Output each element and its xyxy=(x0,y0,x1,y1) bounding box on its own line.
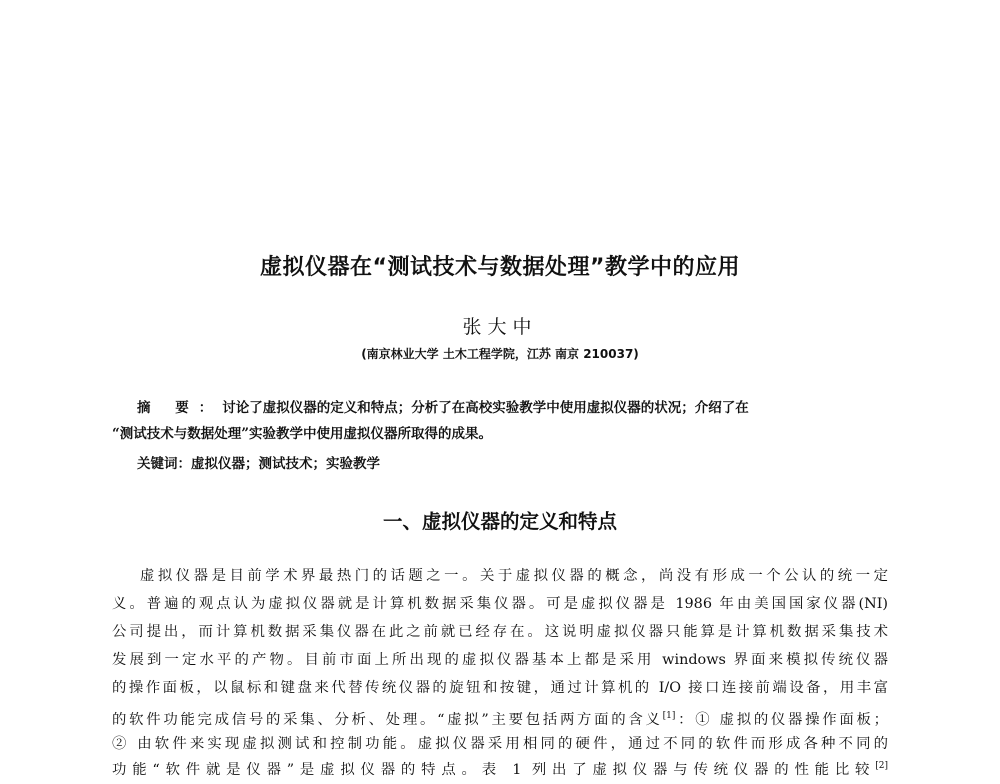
paper-title: 虚拟仪器在“测试技术与数据处理”教学中的应用 xyxy=(260,255,740,280)
citation-ref: [1] xyxy=(662,711,676,721)
body-text-line: ② 由软件来实现虚拟测试和控制功能。虚拟仪器采用相同的硬件，通过不同的软件而形成各种不同的 xyxy=(112,736,888,752)
keywords-text: 虚拟仪器；测试技术；实验教学 xyxy=(191,456,380,472)
keywords-line xyxy=(137,452,380,472)
body-text-line xyxy=(112,702,888,730)
keywords-label: 关键词： xyxy=(137,456,191,472)
abstract-text-2: “测试技术与数据处理”实验教学中使用虚拟仪器所取得的成果。 xyxy=(112,426,493,442)
abstract-line-1 xyxy=(137,395,749,421)
body-text-line: 虚拟仪器是目前学术界最热门的话题之一。关于虚拟仪器的概念，尚没有形成一个公认的统一定 xyxy=(140,568,888,584)
section-heading: 一、虚拟仪器的定义和特点 xyxy=(382,510,617,533)
body-text-line: 发展到一定水平的产物。目前市面上所出现的虚拟仪器基本上都是采用 windows 界面来模拟传统仪器 xyxy=(112,652,888,668)
body-text-line-cut xyxy=(112,752,888,780)
abstract-line-2 xyxy=(112,421,492,447)
body-text-line: 的操作面板，以鼠标和键盘来代替传统仪器的旋钮和按键，通过计算机的 I/O 接口连接前端设备，用丰富 xyxy=(112,680,888,696)
author-name: 张大中 xyxy=(462,316,538,338)
body-text-segment: 的软件功能完成信号的采集、分析、处理。“虚拟”主要包括两方面的含义 xyxy=(112,711,663,728)
citation-ref: [2] xyxy=(875,761,888,771)
body-text-line: 公司提出，而计算机数据采集仪器在此之前就已经存在。这说明虚拟仪器只能算是计算机数据采集技术 xyxy=(112,624,888,640)
body-text-segment: 功能“软件就是仪器”是虚拟仪器的特点。表 1 列出了虚拟仪器与传统仪器的性能比较 xyxy=(112,761,876,778)
author-affiliation: (南京林业大学 土木工程学院，江苏 南京 210037) xyxy=(361,347,639,361)
body-text-line: 义。普遍的观点认为虚拟仪器就是计算机数据采集仪器。可是虚拟仪器是 1986 年由美国国家仪器(NI) xyxy=(112,596,888,612)
body-text-segment: ：① 虚拟的仪器操作面板； xyxy=(675,711,889,728)
abstract-label: 摘 要： xyxy=(137,400,223,416)
abstract-text-1: 讨论了虚拟仪器的定义和特点；分析了在高校实验教学中使用虚拟仪器的状况；介绍了在 xyxy=(222,400,749,416)
